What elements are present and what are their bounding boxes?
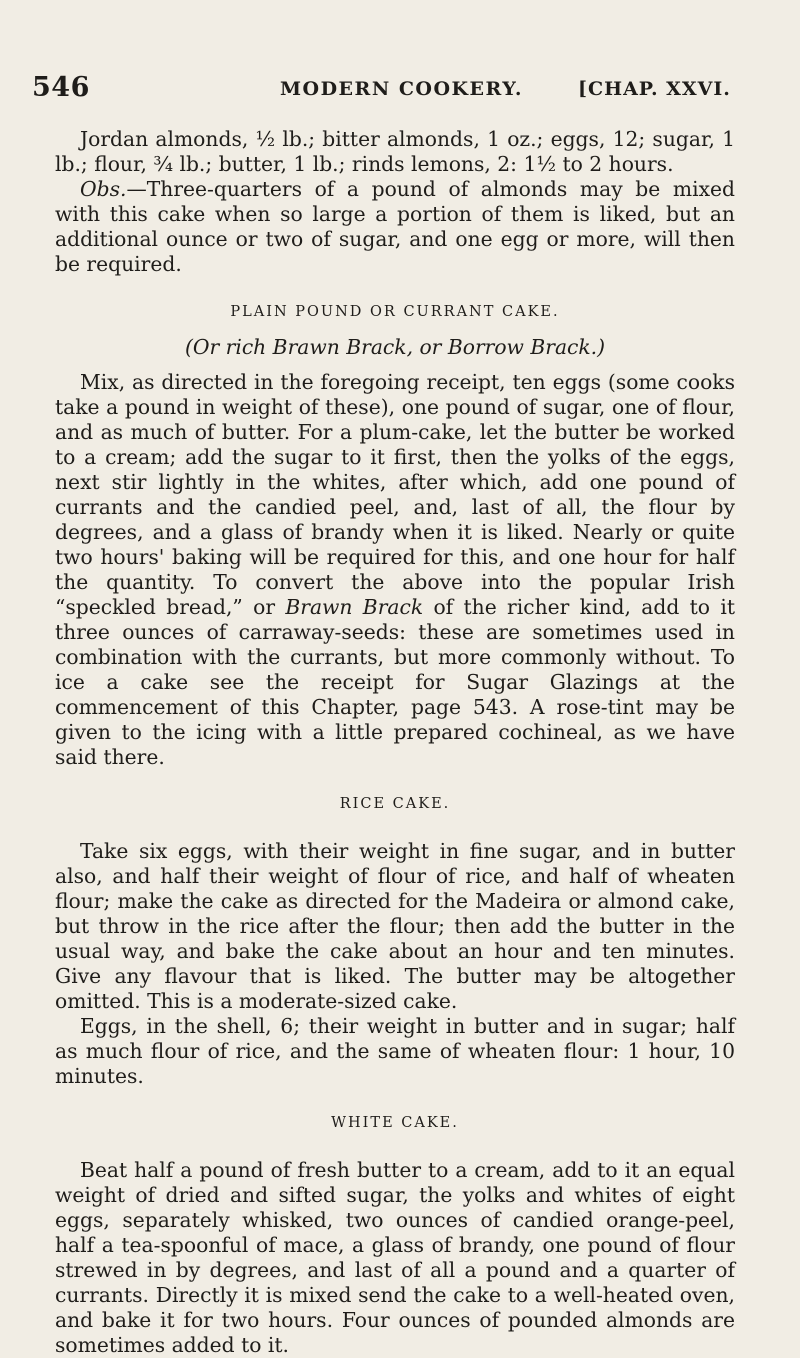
- white-cake-heading: WHITE CAKE.: [331, 1115, 459, 1131]
- white-cake-paragraph: Beat half a pound of fresh butter to a cream, add to it an equal weight of dried and sifted sugar, the yolks and whites of eight eggs, separately whisked, two ounces of candied orange-peel, half a tea-spoonful of mace, a glass of brandy, one pound of flour strewed in by degrees, and last of all a pound and a quarter of currants. Directly it is mixed send the cake to a well-heated oven, and bake it for two hours. Four ounces of pounded almonds are sometimes added to it.: [55, 1158, 735, 1357]
- obs-label: Obs.: [80, 177, 127, 201]
- plain-pound-text-part-2: of the richer kind, add to it three ounces of carraway-seeds: these are sometimes used in combination with the currants, but more commonly without. To ice a cake see the receipt for Sugar Glazings at the commencement of this Chapter, page 543. A rose-tint may be given to the icing with a little prepared cochineal, as we have said there.: [55, 595, 735, 769]
- page-body: [55, 127, 735, 1358]
- brawn-brack-italic: Brawn Brack: [285, 595, 424, 619]
- obs-text: —Three-quarters of a pound of almonds may be mixed with this cake when so large a portion of them is liked, but an additional ounce or two of sugar, and one egg or more, will then be required.: [55, 177, 735, 276]
- observation-paragraph: [55, 177, 735, 277]
- rice-cake-heading: RICE CAKE.: [339, 796, 451, 812]
- chapter-reference: [CHAP. XXVI.: [578, 78, 731, 100]
- plain-pound-cake-paragraph: [55, 370, 735, 770]
- page-number: 546: [32, 72, 90, 103]
- rice-cake-summary: Eggs, in the shell, 6; their weight in butter and in sugar; half as much flour of rice, and the same of wheaten flour: 1 hour, 10 minutes.: [55, 1014, 735, 1088]
- ingredients-summary: Jordan almonds, ½ lb.; bitter almonds, 1 oz.; eggs, 12; sugar, 1 lb.; flour, ¾ lb.; butter, 1 lb.; rinds lemons, 2: 1½ to 2 hours.: [55, 127, 735, 176]
- plain-pound-cake-subtitle: (Or rich Brawn Brack, or Borrow Brack.): [184, 335, 606, 359]
- rice-cake-paragraph: Take six eggs, with their weight in fine sugar, and in butter also, and half their weight of flour of rice, and half of wheaten flour; make the cake as directed for the Madeira or almond cake, but throw in the rice after the flour; then add the butter in the usual way, and bake the cake about an hour and ten minutes. Give any flavour that is liked. The butter may be altogether omitted. This is a moderate-sized cake.: [55, 839, 735, 1013]
- plain-pound-text-part-1: Mix, as directed in the foregoing receipt, ten eggs (some cooks take a pound in weight of these), one pound of sugar, one of flour, and as much of butter. For a plum-cake, let the butter be worked to a cream; add the sugar to it first, then the yolks of the eggs, next stir lightly in the whites, after which, add one pound of currants and the candied peel, and, last of all, the flour by degrees, and a glass of brandy when it is liked. Nearly or quite two hours' baking will be required for this, and one hour for half the quantity. To convert the above into the popular Irish “speckled bread,” or: [55, 370, 735, 619]
- plain-pound-cake-heading: PLAIN POUND OR CURRANT CAKE.: [230, 304, 560, 320]
- page-header: [0, 72, 800, 104]
- running-title: MODERN COOKERY.: [280, 78, 523, 100]
